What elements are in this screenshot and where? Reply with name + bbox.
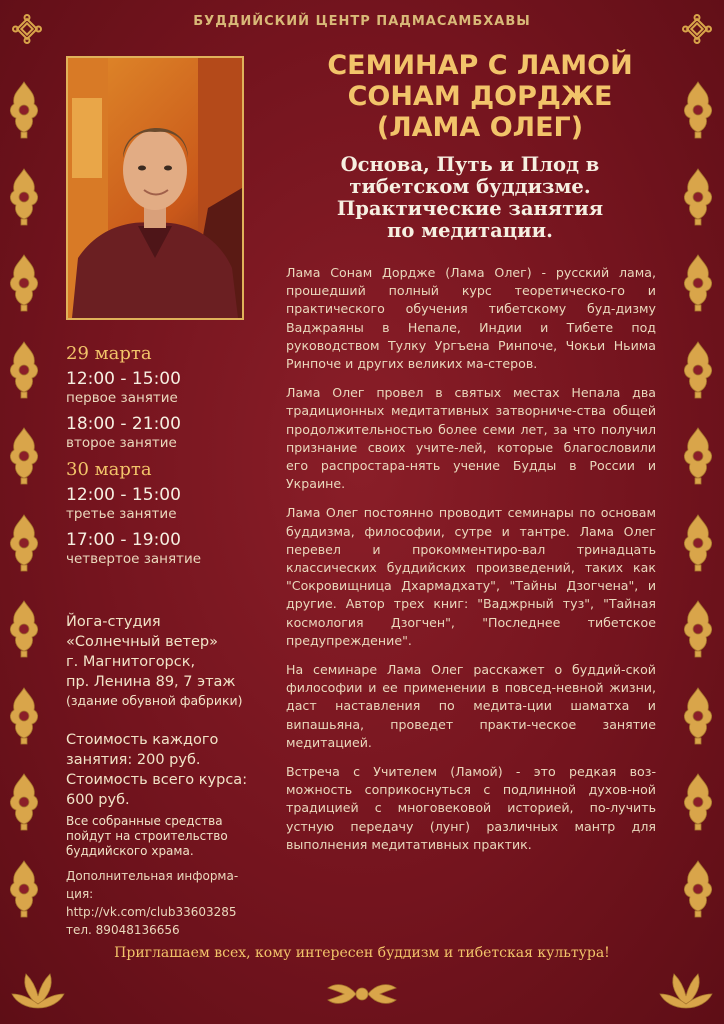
vajra-flame-ornament-icon [6, 859, 42, 919]
center-name: БУДДИЙСКИЙ ЦЕНТР ПАДМАСАМБХАВЫ [193, 14, 531, 29]
subtitle-line: по медитации. [387, 219, 553, 242]
price-line: занятия: 200 руб. [66, 752, 201, 768]
vajra-flame-ornament-icon [6, 167, 42, 227]
body-paragraph: Лама Сонам Дордже (Лама Олег) - русский лама, прошедший полный курс теоретическо-го и практического обучения тибетскому буд-дизму Ваджраяны в Непале, Индии и Тибете под руководством Тулку Ургъена Ринпоче, Чокьи Ньима Ринпоче и других великих ма-стеров. [286, 265, 656, 372]
price-info [66, 730, 276, 859]
contact-url[interactable]: http://vk.com/club33603285 [66, 905, 237, 919]
vajra-flame-ornament-icon [6, 599, 42, 659]
title-line: СОНАМ ДОРДЖЕ [347, 81, 613, 112]
subtitle-line: тибетском буддизме. [349, 175, 591, 198]
body-paragraph: Встреча с Учителем (Ламой) - это редкая воз-можность соприкоснуться с подлинной духов-ной традицией с многовековой историей, по-лучить устную передачу (лунг) различных мантр для выполнения медитативных практик. [286, 764, 656, 852]
seminar-title [270, 50, 690, 143]
session-time: 12:00 - 15:00 [66, 485, 181, 505]
vajra-flame-ornament-icon [6, 426, 42, 486]
contact-info [66, 867, 276, 939]
vajra-flame-ornament-icon [680, 686, 716, 746]
endless-knot-icon [682, 14, 712, 44]
vajra-flame-ornament-icon [6, 772, 42, 832]
body-paragraph: Лама Олег постоянно проводит семинары по основам буддизма, философии, сутре и тантре. Лама Олег перевел и прокомментиро-вал тринадцать классических буддийских произведений, таких как "Сокровищница Дхармадхату", "Тайны Дзогчена", и другие. Автор трех книг: "Ваджрный туз", "Тайная космология Дзогчен", "Последнее тибетское предупреждение". [286, 505, 656, 648]
venue-line: Йога-студия [66, 614, 161, 630]
vajra-flame-ornament-icon [6, 513, 42, 573]
vajra-flame-ornament-icon [6, 340, 42, 400]
vajra-flame-ornament-icon [680, 340, 716, 400]
body-paragraph: На семинаре Лама Олег расскажет о буддий-ской философии и ее применении в повсед-невной жизни, даст наставления по медита-ции шаматха и випашьяна, проведет практи-ческое занятие медитацией. [286, 662, 656, 750]
vajra-flame-ornament-icon [6, 253, 42, 313]
session-label: четвертое занятие [66, 551, 202, 567]
session-label: второе занятие [66, 435, 177, 451]
lotus-ornament-icon [8, 956, 68, 1016]
seminar-description [286, 264, 656, 865]
session-label: первое занятие [66, 390, 178, 406]
left-ornament-column [6, 80, 46, 945]
vajra-ornament-icon [322, 976, 402, 1012]
vajra-flame-ornament-icon [680, 167, 716, 227]
vajra-flame-ornament-icon [680, 772, 716, 832]
contact-label: ция: [66, 887, 94, 901]
venue-line: (здание обувной фабрики) [66, 693, 243, 708]
vajra-flame-ornament-icon [680, 253, 716, 313]
right-ornament-column [680, 80, 720, 945]
subtitle-line: Основа, Путь и Плод в [340, 153, 600, 176]
session-time: 12:00 - 15:00 [66, 369, 181, 389]
vajra-flame-ornament-icon [680, 513, 716, 573]
seminar-subtitle [270, 154, 670, 242]
lama-portrait-photo [66, 56, 244, 320]
body-paragraph: Лама Олег провел в святых местах Непала два традиционных медитативных затворниче-ства общей продолжительностью более семи лет, за что получил признание своих учите-лей, которые благословили его распростара-нять учение Будды в России и Украине. [286, 385, 656, 492]
venue-line: «Солнечный ветер» [66, 634, 218, 650]
price-line: 600 руб. [66, 792, 130, 808]
vajra-flame-ornament-icon [680, 859, 716, 919]
lotus-ornament-icon [656, 956, 716, 1016]
venue-line: пр. Ленина 89, 7 этаж [66, 674, 236, 690]
donation-note: пойдут на строительство [66, 829, 228, 843]
session-time: 17:00 - 19:00 [66, 530, 181, 550]
donation-note: Все собранные средства [66, 814, 223, 828]
title-line: (ЛАМА ОЛЕГ) [376, 112, 584, 143]
vajra-flame-ornament-icon [680, 426, 716, 486]
venue-line: г. Магнитогорск, [66, 654, 196, 670]
session-label: третье занятие [66, 506, 177, 522]
vajra-flame-ornament-icon [6, 80, 42, 140]
schedule [66, 342, 276, 574]
vajra-flame-ornament-icon [6, 686, 42, 746]
vajra-flame-ornament-icon [680, 599, 716, 659]
price-line: Стоимость каждого [66, 732, 219, 748]
donation-note: буддийского храма. [66, 844, 194, 858]
date-day1: 29 марта [66, 343, 152, 364]
subtitle-line: Практические занятия [336, 197, 604, 220]
contact-label: Дополнительная информа- [66, 869, 239, 883]
price-line: Стоимость всего курса: [66, 772, 248, 788]
invitation-text: Приглашаем всех, кому интересен буддизм и тибетская культура! [114, 945, 610, 961]
contact-phone: тел. 89048136656 [66, 923, 180, 937]
endless-knot-icon [12, 14, 42, 44]
venue-info [66, 612, 276, 710]
session-time: 18:00 - 21:00 [66, 414, 181, 434]
date-day2: 30 марта [66, 459, 152, 480]
title-line: СЕМИНАР С ЛАМОЙ [327, 50, 633, 81]
